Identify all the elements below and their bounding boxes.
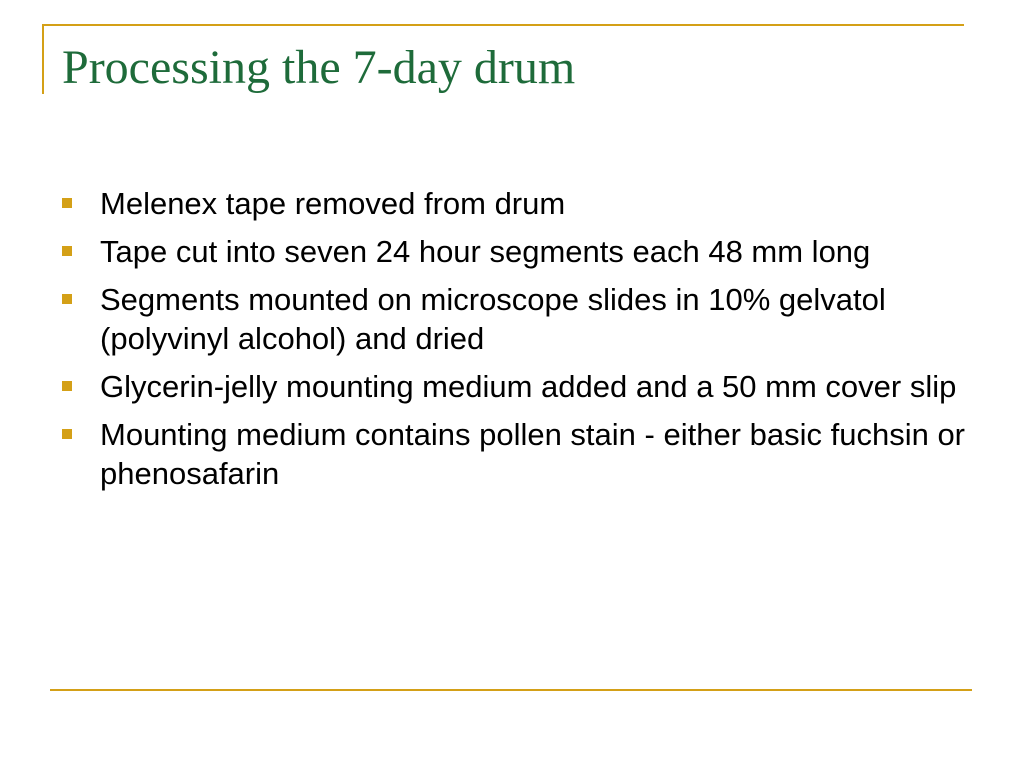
left-border-line	[42, 24, 44, 94]
square-bullet-icon	[62, 198, 72, 208]
bullet-item	[62, 415, 972, 493]
bullet-text: Melenex tape removed from drum	[100, 186, 566, 221]
square-bullet-icon	[62, 294, 72, 304]
bullet-text: Glycerin-jelly mounting medium added and a 50 mm cover slip	[100, 369, 957, 404]
bullet-text: Segments mounted on microscope slides in 10% gelvatol (polyvinyl alcohol) and dried	[100, 282, 886, 356]
square-bullet-icon	[62, 429, 72, 439]
bullet-list	[62, 184, 972, 502]
bullet-item	[62, 280, 972, 358]
bottom-border-line	[50, 689, 972, 691]
square-bullet-icon	[62, 381, 72, 391]
slide-title: Processing the 7-day drum	[62, 41, 576, 94]
bullet-item	[62, 367, 972, 406]
bullet-text: Tape cut into seven 24 hour segments each 48 mm long	[100, 234, 871, 269]
top-border-line	[42, 24, 964, 26]
bullet-item	[62, 184, 972, 223]
bullet-text: Mounting medium contains pollen stain - either basic fuchsin or phenosafarin	[100, 417, 966, 491]
bullet-item	[62, 232, 972, 271]
square-bullet-icon	[62, 246, 72, 256]
